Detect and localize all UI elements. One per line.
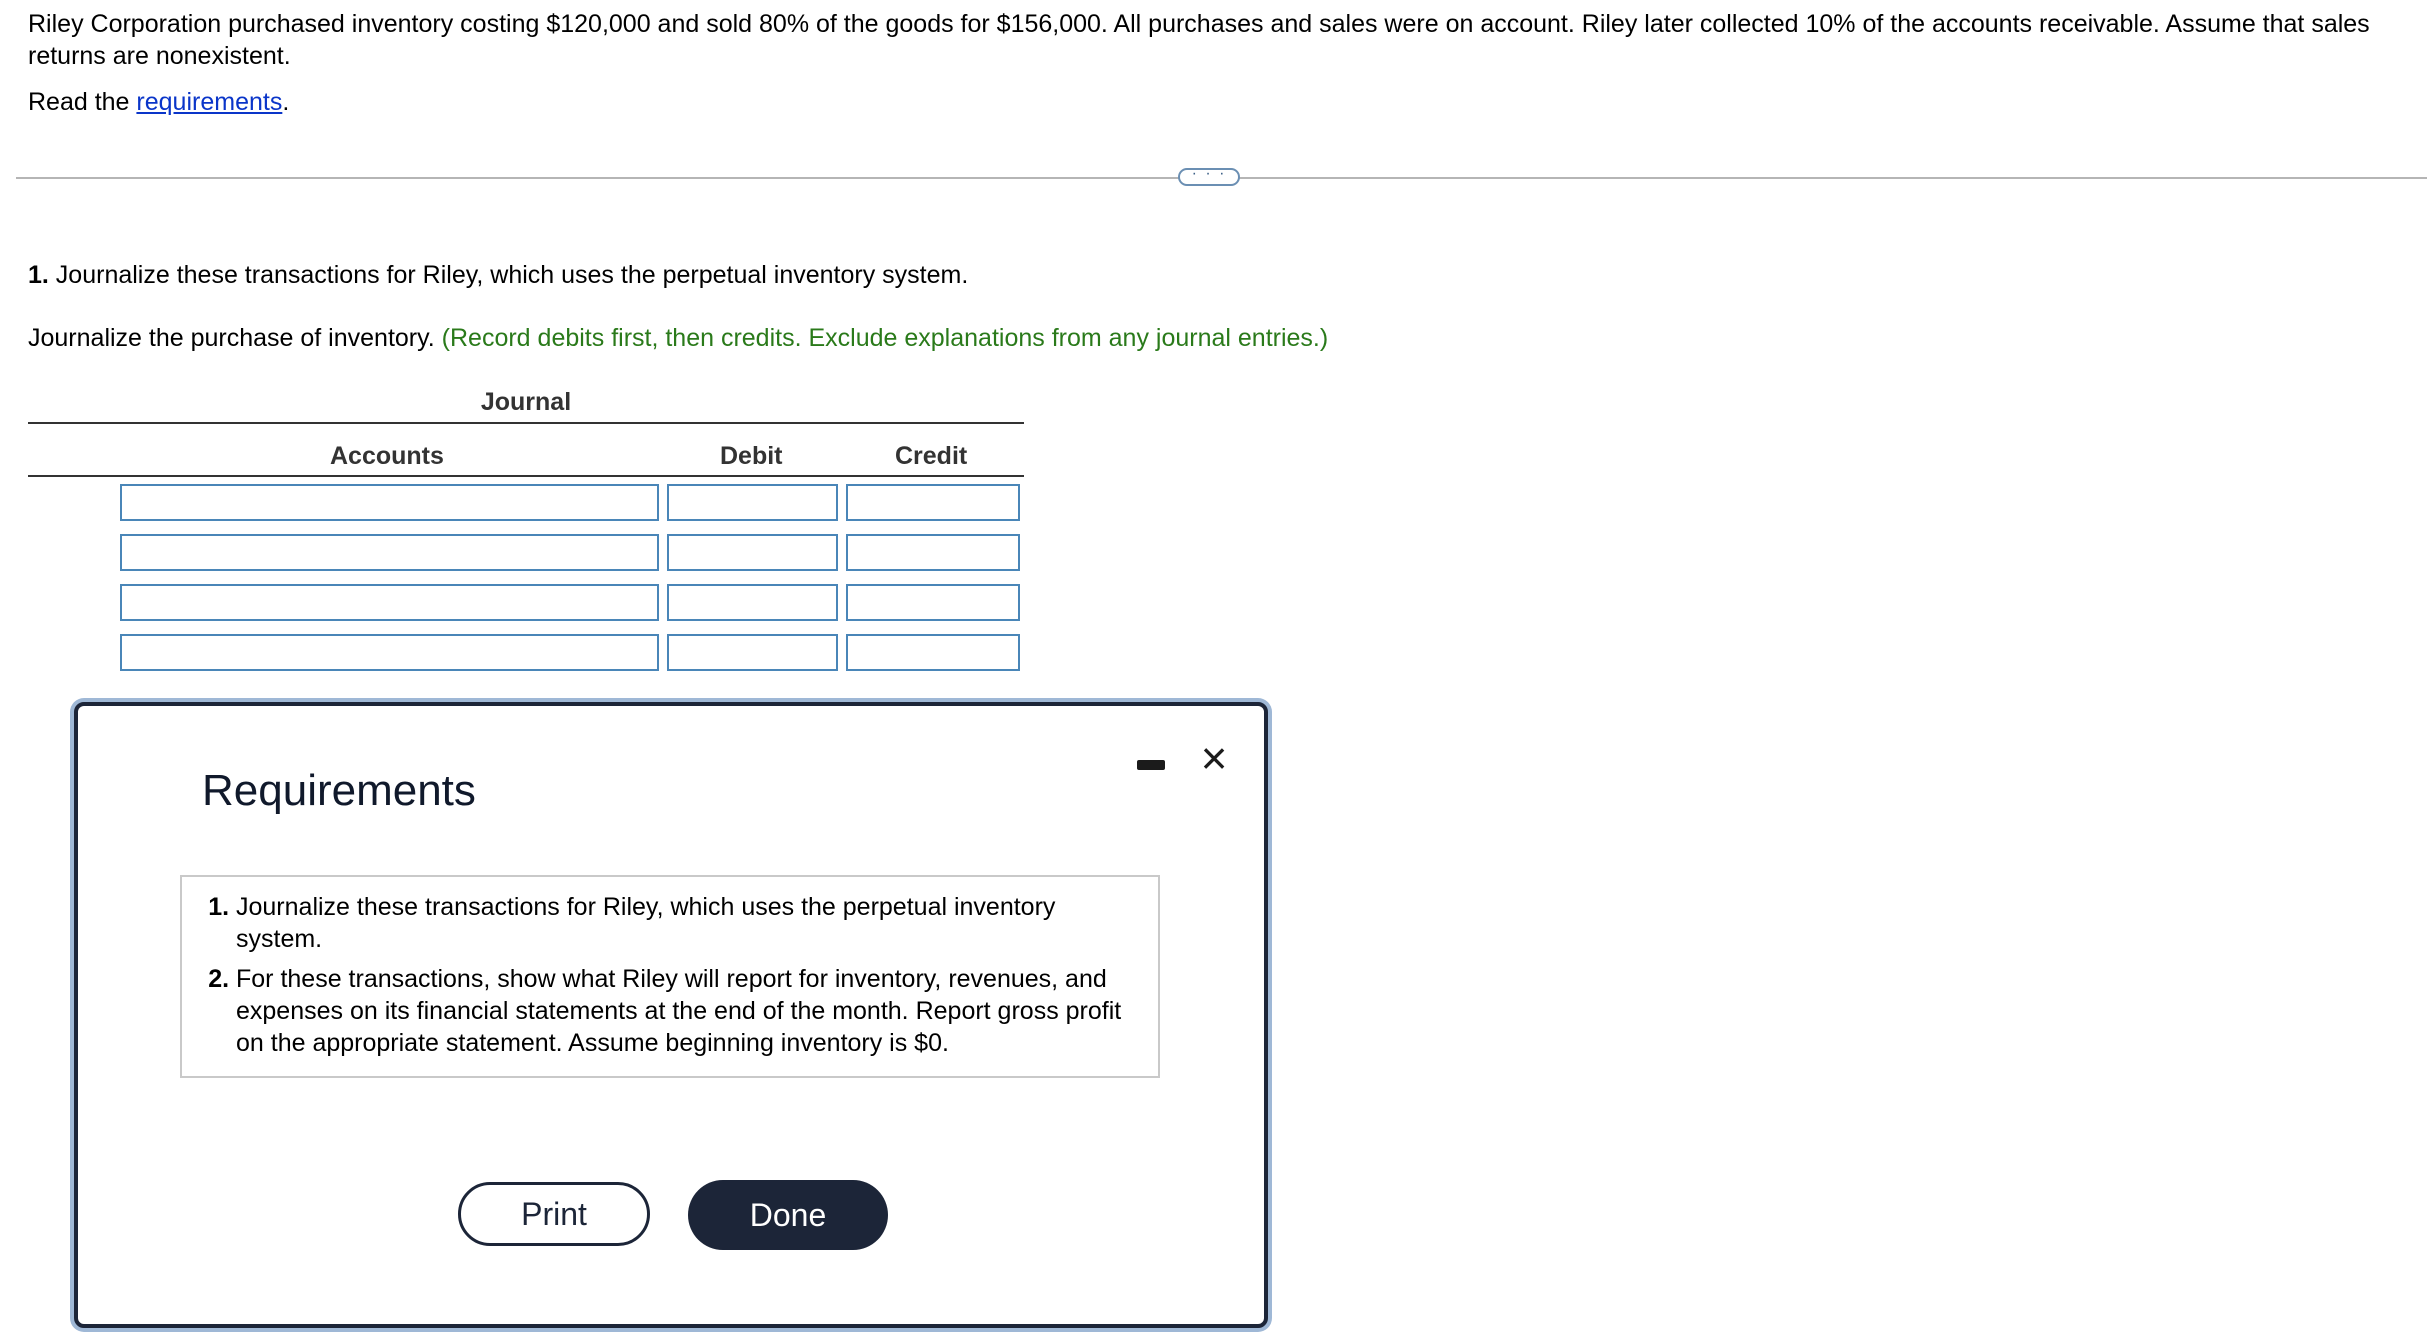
close-icon[interactable]: ×	[1200, 732, 1228, 784]
read-requirements-line	[28, 88, 289, 117]
credit-input-row-1[interactable]	[846, 484, 1020, 521]
question-1-number: 1.	[28, 261, 49, 289]
instruction-note: (Record debits first, then credits. Exclude explanations from any journal entries.)	[441, 324, 1329, 352]
problem-statement: Riley Corporation purchased inventory costing $120,000 and sold 80% of the goods for $156,000. All purchases and sales were on account. Riley later collected 10% of the accounts receivable. Assume that sales returns are nonexistent.	[28, 10, 2370, 70]
instruction	[28, 324, 1328, 353]
minimize-icon[interactable]	[1137, 760, 1165, 770]
debit-input-row-3[interactable]	[667, 584, 838, 621]
requirement-item-1: 1. Journalize these transactions for Riley, which uses the perpetual inventory system.	[236, 891, 1142, 955]
question-1-text: Journalize these transactions for Riley, which uses the perpetual inventory system.	[48, 261, 969, 289]
accounts-header: Accounts	[330, 442, 444, 470]
debit-input-row-2[interactable]	[667, 534, 838, 571]
debit-header: Debit	[720, 442, 783, 470]
requirements-link[interactable]: requirements	[136, 88, 283, 116]
done-button[interactable]: Done	[688, 1180, 888, 1250]
read-prefix: Read the	[28, 88, 137, 116]
print-button[interactable]: Print	[458, 1182, 650, 1246]
account-input-row-4[interactable]	[120, 634, 659, 671]
requirements-box	[180, 875, 1160, 1078]
instruction-text: Journalize the purchase of inventory.	[28, 324, 442, 352]
account-input-row-1[interactable]	[120, 484, 659, 521]
requirements-list	[182, 877, 1158, 1059]
requirements-modal	[74, 702, 1268, 1328]
credit-header: Credit	[895, 442, 968, 470]
credit-input-row-3[interactable]	[846, 584, 1020, 621]
question-1	[28, 261, 968, 290]
journal-header-rule	[28, 475, 1024, 477]
modal-title: Requirements	[202, 766, 476, 815]
credit-input-row-4[interactable]	[846, 634, 1020, 671]
account-input-row-2[interactable]	[120, 534, 659, 571]
journal-title: Journal	[480, 388, 572, 416]
journal-top-rule	[28, 422, 1024, 424]
expand-more-button[interactable]: · · ·	[1178, 168, 1240, 186]
read-suffix: .	[282, 88, 290, 116]
account-input-row-3[interactable]	[120, 584, 659, 621]
debit-input-row-1[interactable]	[667, 484, 838, 521]
credit-input-row-2[interactable]	[846, 534, 1020, 571]
debit-input-row-4[interactable]	[667, 634, 838, 671]
requirement-item-2: 2. For these transactions, show what Riley will report for inventory, revenues, and expenses on its financial statements at the end of the month. Report gross profit on the appropriate statement. Assume beginning inventory is $0.	[236, 963, 1142, 1059]
